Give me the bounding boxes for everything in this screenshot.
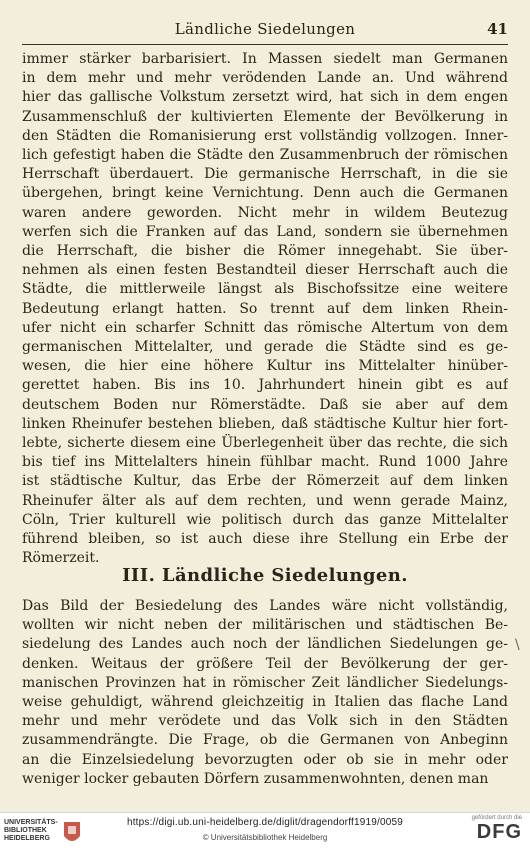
- text-line: an die Einzelsiedelung bevorzugten oder ob sie in mehr oder: [22, 751, 508, 768]
- paragraph-1: [22, 50, 508, 568]
- dfg-wordmark: DFG: [476, 821, 522, 843]
- text-line: Das Bild der Besiedelung des Landes wäre nicht vollständig,: [22, 598, 508, 614]
- page-number: 41: [487, 20, 508, 38]
- text-line: deutschem Boden nur Römerstädte. Daß sie aber auf dem: [22, 396, 508, 413]
- text-line: zusammendrängte. Die Frage, ob die Germanen von Anbeginn: [22, 732, 508, 749]
- text-line: übergehen, bringt keine Vernichtung. Denn auch die Germanen: [22, 185, 508, 202]
- text-line: ist städtische Kultur, das Erbe der Römerzeit auf dem linken: [22, 473, 508, 490]
- text-line: wesen, die hier eine höhere Kultur ins Mittelalter hinüber-: [22, 358, 508, 375]
- running-title: Ländliche Siedelungen: [174, 20, 356, 38]
- paragraph-2: [22, 597, 508, 789]
- text-line: Cöln, Trier kulturell wie politisch durch das ganze Mittelalter: [22, 511, 508, 528]
- text-line: waren andere geworden. Nicht mehr in wildem Beutezug: [22, 204, 508, 221]
- text-line: Städte, die mittlerweile längst als Bischofssitze eine weitere: [22, 281, 508, 298]
- section-heading: III. Ländliche Siedelungen.: [122, 565, 408, 586]
- text-line: Römerzeit.: [22, 550, 100, 567]
- text-line: ufer nicht ein scharfer Schnitt das römische Altertum von dem: [22, 319, 508, 336]
- text-line: in dem mehr und mehr verödenden Lande an. Und während: [22, 70, 508, 87]
- text-line: linken Rheinufer bestehen blieben, daß städtische Kultur hier fort-: [22, 415, 508, 432]
- text-line: wollten wir nicht neben der militärischen und städtischen Be-: [22, 617, 508, 634]
- text-line: den Städten die Romanisierung erst vollständig vollzogen. Inner-: [22, 127, 508, 144]
- text-line: manischen Provinzen hat in römischer Zeit ländlicher Siedelungs-: [22, 674, 508, 691]
- text-line: germanischen Mittelalter, und gerade die Städte sind es ge-: [22, 339, 508, 356]
- funder-note: gefördert durch die: [471, 815, 522, 821]
- text-line: nehmen als einen festen Bestandteil dieser Herrschaft auch die: [22, 262, 508, 279]
- page-url-link[interactable]: https://digi.ub.uni-heidelberg.de/diglit/dragendorff1919/0059: [126, 817, 404, 828]
- text-line: gerettet haben. Bis ins 10. Jahrhundert hinein gibt es auf: [22, 377, 508, 394]
- text-line: führend bleiben, so ist auch diese ihre Stellung ein Erbe der: [22, 531, 508, 548]
- text-line: lebte, sicherte diesem eine Überlegenheit über das rechte, die sich: [22, 435, 508, 452]
- text-line: mehr und mehr verödete und das Volk sich in den Städten: [22, 713, 508, 730]
- text-line: Herrschaft überdauert. Die germanische Herrschaft, in die sie: [22, 166, 508, 183]
- text-line: bis tief ins Mittelalters hinein fühlbar macht. Rund 1000 Jahre: [22, 454, 508, 471]
- dfg-logo[interactable]: [452, 815, 522, 847]
- text-line: werfen sich die Franken auf das Land, sondern sie übernehmen: [22, 223, 508, 240]
- text-line: weniger locker gebauten Dörfern zusammenwohnten, denen man: [22, 770, 489, 787]
- header-rule: [22, 44, 508, 45]
- text-line: denken. Weitaus der größere Teil der Bevölkerung der ger-: [22, 655, 508, 672]
- text-line: siedelung des Landes auch noch der ländlichen Siedelungen ge-: [22, 636, 508, 653]
- text-line: Bedeutung erlangt hatten. So trennt auf dem linken Rhein-: [22, 300, 508, 317]
- running-head: [22, 20, 508, 44]
- margin-mark: \: [515, 637, 520, 653]
- text-line: lich gefestigt haben die Städte den Zusammenbruch der römischen: [22, 147, 508, 164]
- text-line: die Herrschaft, die bisher die Römer innegehabt. Sie über-: [22, 243, 508, 260]
- viewer-footer: [0, 812, 530, 850]
- text-line: weise gehuldigt, während gleichzeitig in Italien das flache Land: [22, 694, 508, 711]
- text-line: Rheinufer älter als auf dem rechten, und wenn gerade Mainz,: [22, 492, 508, 509]
- copyright-notice: © Universitätsbibliothek Heidelberg: [202, 833, 328, 842]
- text-line: hier das gallische Volkstum zersetzt wird, hat sich in dem engen: [22, 89, 508, 106]
- library-name: UNIVERSITÄTS- BIBLIOTHEK HEIDELBERG: [4, 819, 58, 842]
- text-line: immer stärker barbarisiert. In Massen siedelt man Germanen: [22, 51, 508, 67]
- text-line: Zusammenschluß der kultivierten Elemente der Bevölkerung in: [22, 108, 508, 125]
